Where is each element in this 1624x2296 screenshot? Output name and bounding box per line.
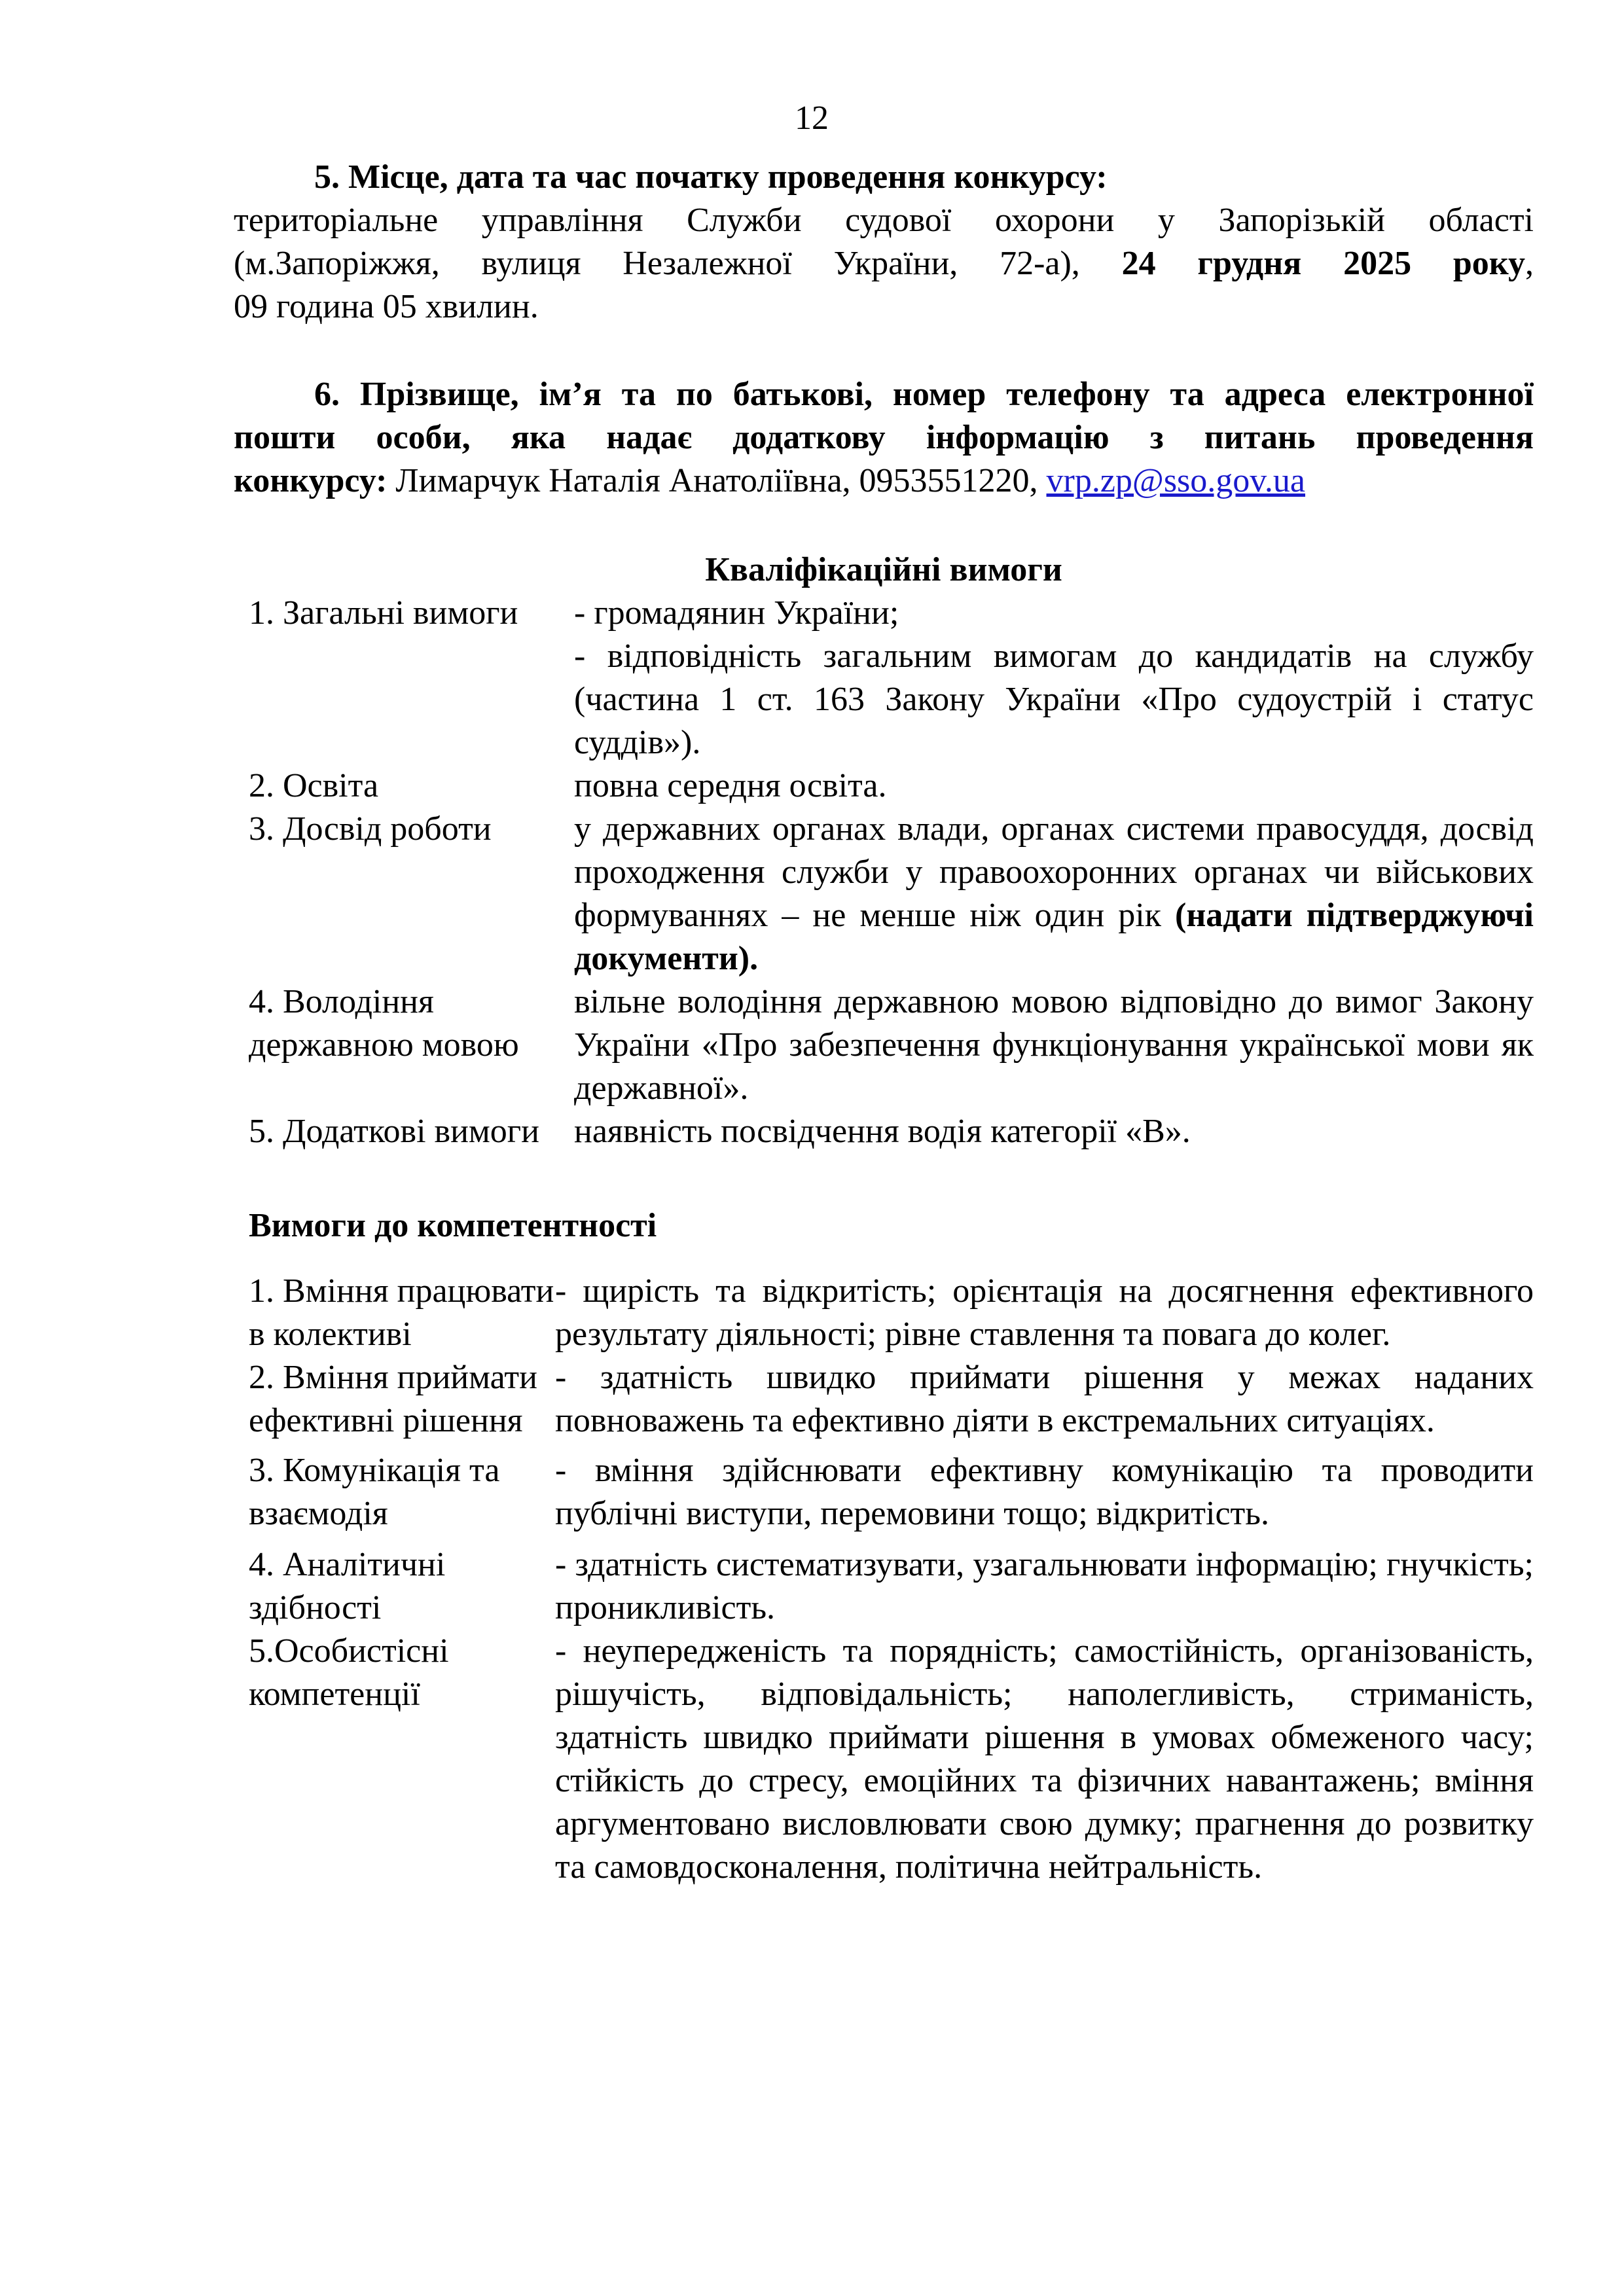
qualification-table <box>249 592 1534 1153</box>
section-6-title-line-1: 6. Прізвище, ім’я та по батькові, номер телефону та адреса електронної <box>314 376 1534 413</box>
qualification-value-line: - відповідність загальним вимогам до кандидатів на службу (частина 1 ст. 163 Закону України «Про судоустрій і статус суддів»). <box>574 637 1534 761</box>
qualification-label: 3. Досвід роботи <box>249 810 492 848</box>
section-5-address: (м.Запоріжжя, вулиця Незалежної України, 72-а), <box>234 245 1080 282</box>
competence-value: - вміння здійснювати ефективну комунікацію та проводити публічні виступи, перемовини тощо; відкритість. <box>555 1452 1534 1532</box>
table-row <box>249 1270 1534 1356</box>
qualification-heading: Кваліфікаційні вимоги <box>705 551 1062 588</box>
section-5-title: 5. Місце, дата та час початку проведення конкурсу: <box>314 158 1108 196</box>
section-5-line-3: 09 година 05 хвилин. <box>234 288 539 325</box>
qualification-value: повна середня освіта. <box>574 767 887 804</box>
qualification-value: вільне володіння державною мовою відповідно до вимог Закону України «Про забезпечення функціонування української мови як державної». <box>574 983 1534 1107</box>
qualification-label: 4. Володіння державною мовою <box>249 983 519 1064</box>
section-5-line-1: територіальне управління Служби судової охорони у Запорізькій області <box>234 202 1534 239</box>
competence-value: - неупередженість та порядність; самостійність, організованість, рішучість, відповідальність; наполегливість, стриманість, здатність швидко приймати рішення в умовах обмеженого часу; стійкість до стресу, емоційних та фізичних навантажень; вміння аргументовано висловлювати свою думку; прагнення до розвитку та самовдосконалення, політична нейтральність. <box>555 1632 1534 1886</box>
table-row <box>249 764 1534 808</box>
table-row <box>249 980 1534 1110</box>
section-5-line-2 <box>234 242 1534 285</box>
competence-value: - здатність швидко приймати рішення у межах наданих повноважень та ефективно діяти в екстремальних ситуаціях. <box>555 1359 1534 1439</box>
competence-label: 5.Особистісні компетенції <box>249 1632 449 1713</box>
section-5 <box>234 156 1534 329</box>
contact-person: Лимарчук Наталія Анатоліївна, 0953551220, <box>387 462 1047 499</box>
section-6-title-line-2: пошти особи, яка надає додаткову інформацію з питань проведення <box>234 419 1534 456</box>
competence-label: 4. Аналітичні здібності <box>249 1546 446 1626</box>
competence-value: - здатність систематизувати, узагальнювати інформацію; гнучкість; проникливість. <box>555 1546 1534 1626</box>
competence-label: 2. Вміння приймати ефективні рішення <box>249 1359 537 1439</box>
table-row <box>249 808 1534 980</box>
qualification-label: 1. Загальні вимоги <box>249 594 518 632</box>
table-row <box>249 1356 1534 1443</box>
experience-text: у державних органах влади, органах системи правосуддя, досвід проходження служби у правоохоронних органах чи військових формуваннях – не менше ніж один рік <box>574 810 1534 934</box>
competence-label: 1. Вміння працювати в колективі <box>249 1272 554 1353</box>
page-number: 12 <box>795 99 829 137</box>
table-row <box>249 1535 1534 1630</box>
table-row <box>249 592 1534 764</box>
qualification-label: 5. Додаткові вимоги <box>249 1113 539 1150</box>
competence-value: - щирість та відкритість; орієнтація на досягнення ефективного результату діяльності; рівне ставлення та повага до колег. <box>555 1272 1534 1353</box>
qualification-value <box>574 808 1534 980</box>
section-6-contact-line <box>234 459 1534 503</box>
table-row <box>249 1630 1534 1889</box>
competence-table <box>249 1270 1534 1889</box>
section-5-comma: , <box>1525 245 1534 282</box>
section-5-date: 24 грудня 2025 року <box>1121 245 1526 282</box>
contact-email-link[interactable]: vrp.zp@sso.gov.ua <box>1046 462 1305 499</box>
qualification-value: наявність посвідчення водія категорії «В». <box>574 1113 1191 1150</box>
section-6 <box>234 373 1534 503</box>
competence-label: 3. Комунікація та взаємодія <box>249 1452 500 1532</box>
competence-heading: Вимоги до компетентності <box>249 1207 657 1244</box>
qualification-value-line: - громадянин України; <box>574 594 899 632</box>
table-row <box>249 1110 1534 1153</box>
qualification-label: 2. Освіта <box>249 767 379 804</box>
experience-note: (надати підтверджуючі документи). <box>574 897 1534 977</box>
qualification-value <box>574 592 1534 764</box>
table-row <box>249 1443 1534 1535</box>
section-6-title-line-3: конкурсу: <box>234 462 388 499</box>
